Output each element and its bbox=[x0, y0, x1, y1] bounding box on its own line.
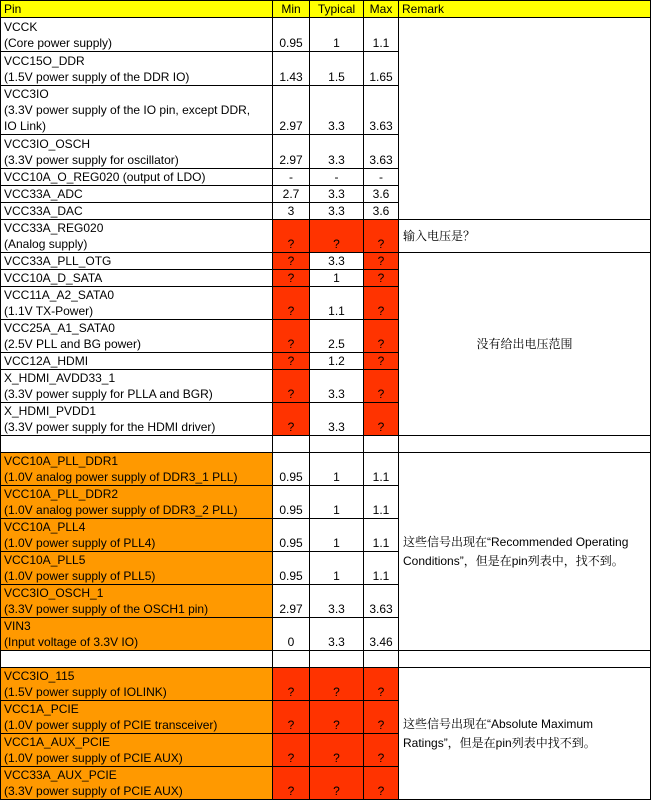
max-value: ? bbox=[364, 370, 399, 403]
remark-no-range: 没有给出电压范围 bbox=[399, 253, 651, 436]
pin-description-cont: IO Link) bbox=[4, 119, 47, 133]
table-row bbox=[1, 18, 651, 52]
pin-name: VCC1A_PCIE bbox=[4, 702, 79, 716]
min-value: 0.95 bbox=[273, 453, 310, 486]
pin-name: VCC1A_AUX_PCIE bbox=[4, 735, 111, 749]
typical-value: - bbox=[310, 169, 364, 186]
max-value: - bbox=[364, 169, 399, 186]
table-row bbox=[1, 668, 651, 701]
max-value: ? bbox=[364, 320, 399, 353]
typical-value: ? bbox=[310, 220, 364, 253]
pin-name: VCC10A_O_REG020 (output of LDO) bbox=[1, 169, 273, 186]
pin-name: VCC33A_AUX_PCIE bbox=[4, 768, 117, 782]
max-value: 3.63 bbox=[364, 135, 399, 169]
max-value: 1.1 bbox=[364, 486, 399, 519]
max-value: 3.63 bbox=[364, 86, 399, 135]
typical-value: 3.3 bbox=[310, 585, 364, 618]
min-value: 0.95 bbox=[273, 519, 310, 552]
table-row bbox=[1, 453, 651, 486]
typical-value: 3.3 bbox=[310, 135, 364, 169]
pin-description: (1.0V power supply of PLL4) bbox=[4, 536, 156, 550]
typical-value: 3.3 bbox=[310, 370, 364, 403]
pin-name: VCC25A_A1_SATA0 bbox=[4, 321, 115, 335]
typical-value: ? bbox=[310, 701, 364, 734]
typical-value: 1 bbox=[310, 453, 364, 486]
pin-description: (3.3V power supply of the IO pin, except DDR, bbox=[4, 103, 251, 117]
typical-value: ? bbox=[310, 668, 364, 701]
max-value: 3.6 bbox=[364, 186, 399, 203]
min-value: 0.95 bbox=[273, 18, 310, 52]
pin-description: (2.5V PLL and BG power) bbox=[4, 337, 141, 351]
pin-name: VCC3IO_OSCH_1 bbox=[4, 586, 104, 600]
min-value: 2.97 bbox=[273, 585, 310, 618]
pin-description: (1.5V power supply of the DDR IO) bbox=[4, 70, 190, 84]
min-value: ? bbox=[273, 370, 310, 403]
typical-value: 1.5 bbox=[310, 52, 364, 86]
typical-value: ? bbox=[310, 767, 364, 800]
min-value: ? bbox=[273, 734, 310, 767]
max-value: ? bbox=[364, 270, 399, 287]
header-max: Max bbox=[364, 1, 399, 18]
max-value: 3.46 bbox=[364, 618, 399, 651]
pin-name: VCC3IO bbox=[4, 87, 49, 101]
pin-name: VCC33A_PLL_OTG bbox=[1, 253, 273, 270]
header-typical: Typical bbox=[310, 1, 364, 18]
max-value: 1.1 bbox=[364, 453, 399, 486]
remark-recommended: 这些信号出现在“Recommended Operating Conditions”，但是在pin列表中，找不到。 bbox=[399, 453, 651, 651]
pin-name: VCC12A_HDMI bbox=[1, 353, 273, 370]
pin-description: (3.3V power supply for PLLA and BGR) bbox=[4, 387, 213, 401]
max-value: ? bbox=[364, 767, 399, 800]
header-remark: Remark bbox=[399, 1, 651, 18]
typical-value: 3.3 bbox=[310, 253, 364, 270]
typical-value: 3.3 bbox=[310, 186, 364, 203]
min-value: ? bbox=[273, 270, 310, 287]
max-value: 1.1 bbox=[364, 519, 399, 552]
max-value: ? bbox=[364, 403, 399, 436]
header-min: Min bbox=[273, 1, 310, 18]
pin-name: X_HDMI_AVDD33_1 bbox=[4, 371, 116, 385]
min-value: ? bbox=[273, 668, 310, 701]
pin-description: (Input voltage of 3.3V IO) bbox=[4, 635, 139, 649]
pin-description: (1.0V power supply of PCIE transceiver) bbox=[4, 718, 218, 732]
max-value: ? bbox=[364, 220, 399, 253]
pin-description: (1.5V power supply of IOLINK) bbox=[4, 685, 167, 699]
remark-cell bbox=[399, 18, 651, 220]
pin-name: VCC10A_D_SATA bbox=[1, 270, 273, 287]
min-value: 0.95 bbox=[273, 552, 310, 585]
header-pin: Pin bbox=[1, 1, 273, 18]
typical-value: 1.2 bbox=[310, 353, 364, 370]
min-value: ? bbox=[273, 287, 310, 320]
pin-description: (3.3V power supply of the OSCH1 pin) bbox=[4, 602, 209, 616]
min-value: ? bbox=[273, 701, 310, 734]
typical-value: 1 bbox=[310, 270, 364, 287]
min-value: 2.97 bbox=[273, 86, 310, 135]
pin-name: VCC33A_DAC bbox=[1, 203, 273, 220]
pin-description: (1.0V analog power supply of DDR3_2 PLL) bbox=[4, 503, 238, 517]
min-value: ? bbox=[273, 767, 310, 800]
pin-name: VCCK bbox=[4, 20, 38, 34]
remark-input-voltage: 输入电压是？ bbox=[399, 220, 651, 253]
pin-description: (Analog supply) bbox=[4, 237, 88, 251]
max-value: 1.1 bbox=[364, 18, 399, 52]
max-value: 3.6 bbox=[364, 203, 399, 220]
typical-value: 1 bbox=[310, 519, 364, 552]
spacer-row bbox=[1, 651, 651, 668]
max-value: ? bbox=[364, 253, 399, 270]
min-value: ? bbox=[273, 320, 310, 353]
min-value: ? bbox=[273, 353, 310, 370]
pin-name: VCC3IO_OSCH bbox=[4, 137, 91, 151]
pin-name: VCC10A_PLL_DDR2 bbox=[4, 487, 119, 501]
typical-value: 3.3 bbox=[310, 403, 364, 436]
max-value: ? bbox=[364, 734, 399, 767]
table-row bbox=[1, 253, 651, 270]
min-value: - bbox=[273, 169, 310, 186]
pin-name: VIN3 bbox=[4, 619, 31, 633]
max-value: 1.65 bbox=[364, 52, 399, 86]
pin-name: VCC3IO_115 bbox=[4, 669, 75, 683]
min-value: 2.7 bbox=[273, 186, 310, 203]
min-value: ? bbox=[273, 403, 310, 436]
typical-value: 3.3 bbox=[310, 86, 364, 135]
max-value: ? bbox=[364, 353, 399, 370]
typical-value: 3.3 bbox=[310, 203, 364, 220]
max-value: 1.1 bbox=[364, 552, 399, 585]
min-value: 2.97 bbox=[273, 135, 310, 169]
pin-description: (3.3V power supply for oscillator) bbox=[4, 153, 179, 167]
max-value: ? bbox=[364, 701, 399, 734]
pin-description: (1.0V power supply of PLL5) bbox=[4, 569, 156, 583]
typical-value: 1 bbox=[310, 552, 364, 585]
max-value: ? bbox=[364, 287, 399, 320]
remark-absolute: 这些信号出现在“Absolute Maximum Ratings”，但是在pin列表中找不到。 bbox=[399, 668, 651, 800]
table-row bbox=[1, 220, 651, 253]
pin-name: VCC33A_REG020 bbox=[4, 221, 104, 235]
pin-name: VCC11A_A2_SATA0 bbox=[4, 288, 115, 302]
pin-description: (3.3V power supply for the HDMI driver) bbox=[4, 420, 216, 434]
typical-value: 1 bbox=[310, 486, 364, 519]
min-value: ? bbox=[273, 253, 310, 270]
typical-value: ? bbox=[310, 734, 364, 767]
pin-name: VCC15O_DDR bbox=[4, 54, 85, 68]
min-value: 1.43 bbox=[273, 52, 310, 86]
min-value: 0.95 bbox=[273, 486, 310, 519]
max-value: ? bbox=[364, 668, 399, 701]
pin-description: (1.0V power supply of PCIE AUX) bbox=[4, 751, 183, 765]
pin-description: (1.1V TX-Power) bbox=[4, 304, 94, 318]
pin-name: VCC33A_ADC bbox=[1, 186, 273, 203]
pin-description: (1.0V analog power supply of DDR3_1 PLL) bbox=[4, 470, 238, 484]
spacer-row bbox=[1, 436, 651, 453]
typical-value: 3.3 bbox=[310, 618, 364, 651]
typical-value: 1 bbox=[310, 18, 364, 52]
max-value: 3.63 bbox=[364, 585, 399, 618]
header-row bbox=[1, 1, 651, 18]
typical-value: 1.1 bbox=[310, 287, 364, 320]
min-value: ? bbox=[273, 220, 310, 253]
pin-description: (3.3V power supply of PCIE AUX) bbox=[4, 784, 183, 798]
typical-value: 2.5 bbox=[310, 320, 364, 353]
pin-name: VCC10A_PLL5 bbox=[4, 553, 86, 567]
pin-name: X_HDMI_PVDD1 bbox=[4, 404, 97, 418]
pin-description: (Core power supply) bbox=[4, 36, 113, 50]
min-value: 0 bbox=[273, 618, 310, 651]
min-value: 3 bbox=[273, 203, 310, 220]
pin-name: VCC10A_PLL4 bbox=[4, 520, 86, 534]
pin-name: VCC10A_PLL_DDR1 bbox=[4, 454, 119, 468]
